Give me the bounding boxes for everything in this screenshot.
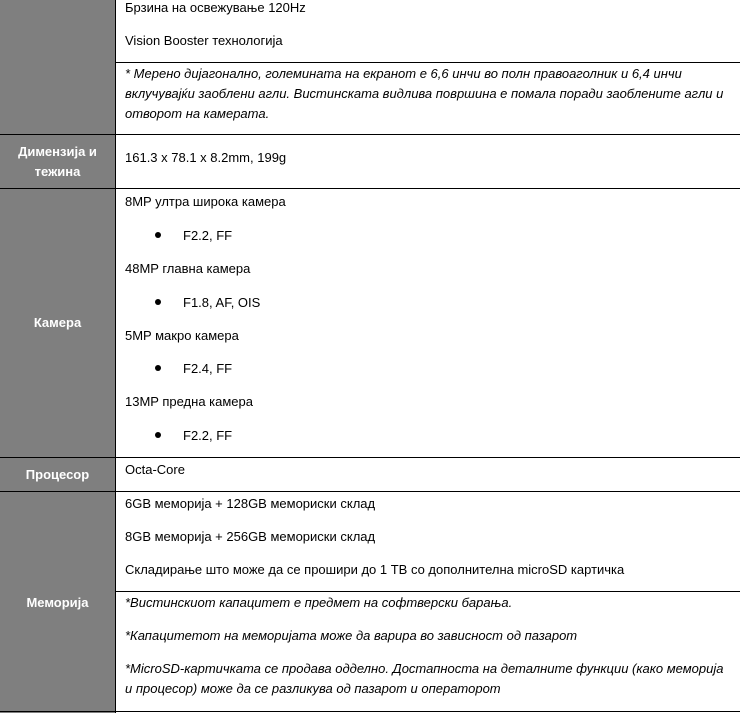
column-divider <box>115 0 116 713</box>
bullet-icon <box>155 365 161 371</box>
camera-item-detail: F2.2, FF <box>155 226 232 246</box>
processor-label: Процесор <box>0 458 115 491</box>
camera-item-detail: F1.8, AF, OIS <box>155 293 260 313</box>
camera-item-title: 5MP макро камера <box>125 328 239 343</box>
memory-note: *Капацитетот на меморијата може да варира во зависност од пазарот <box>125 628 578 643</box>
camera-item-detail: F2.4, FF <box>155 359 232 379</box>
bullet-icon <box>155 432 161 438</box>
camera-item-detail: F2.2, FF <box>155 426 232 446</box>
vision-booster-text: Vision Booster технологија <box>125 33 283 48</box>
bullet-icon <box>155 299 161 305</box>
camera-item-title: 8MP ултра широка камера <box>125 194 286 209</box>
camera-item-title: 13MP предна камера <box>125 394 253 409</box>
dimensions-label: Димензија и тежина <box>0 135 115 188</box>
divider <box>116 591 740 592</box>
camera-label: Камера <box>0 189 115 457</box>
memory-label: Меморија <box>0 492 115 713</box>
memory-note: *Вистинскиот капацитет е предмет на софтверски барања. <box>125 595 513 610</box>
refresh-rate-text: Брзина на освежување 120Hz <box>125 0 306 15</box>
display-note: * Мерено дијагонално, големината на екранот е 6,6 инчи во полн правоаголник и 6,4 инчи вклучувајќи заоблени агли. Вистинската видлива површина е помала поради заоблените агли и отворот на камерата. <box>125 66 724 121</box>
bullet-icon <box>155 232 161 238</box>
memory-note: *MicroSD-картичката се продава одделно. Достапноста на деталните функции (како меморија и процесор) може да се разликува од пазарот и операторот <box>125 661 724 696</box>
camera-item-title: 48MP главна камера <box>125 261 251 276</box>
memory-option: Складирање што може да се прошири до 1 TB со дополнителна microSD картичка <box>125 562 625 577</box>
divider <box>0 711 740 712</box>
memory-option: 6GB меморија + 128GB мемориски склад <box>125 496 376 511</box>
memory-option: 8GB меморија + 256GB мемориски склад <box>125 529 376 544</box>
dimensions-value: 161.3 x 78.1 x 8.2mm, 199g <box>125 150 287 165</box>
processor-value: Octa-Core <box>125 462 185 477</box>
display-label-cell <box>0 0 115 134</box>
divider <box>116 62 740 63</box>
